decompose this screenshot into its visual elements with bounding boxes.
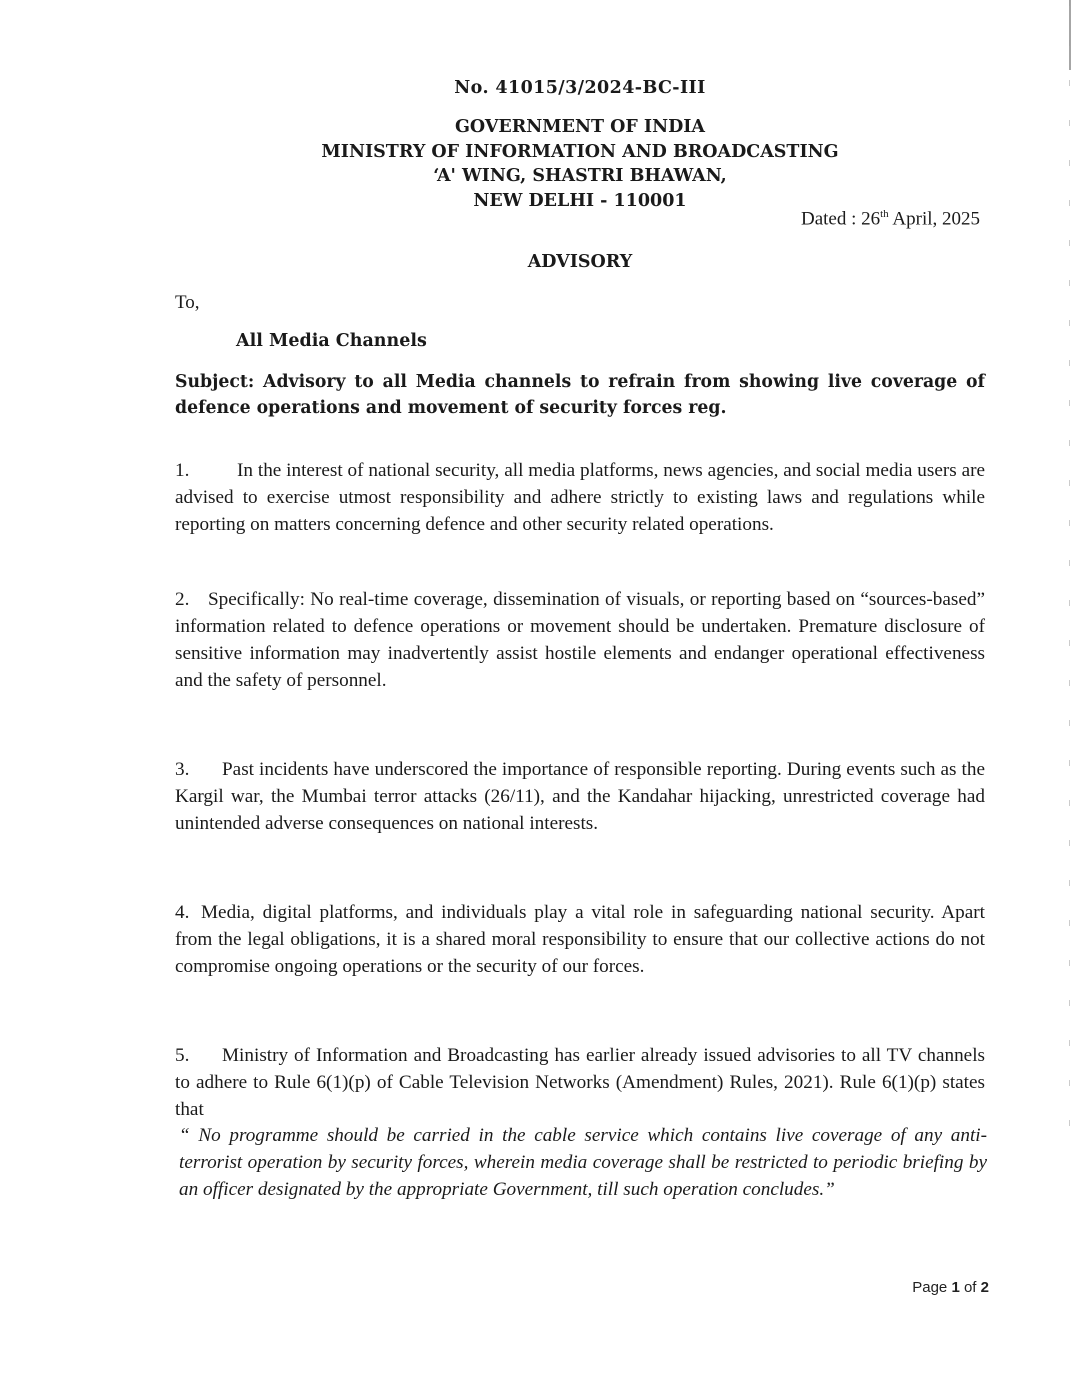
page-current: 1 <box>951 1279 960 1296</box>
page-number-footer <box>912 1279 989 1296</box>
paragraph-4 <box>175 899 985 980</box>
letterhead-ministry: MINISTRY OF INFORMATION AND BROADCASTING <box>321 141 839 162</box>
paragraph-5 <box>175 1042 985 1123</box>
salutation: To, <box>175 292 200 313</box>
quoted-rule: “ No programme should be carried in the cable service which contains live coverage of any anti-terrorist operation by security forces, wherein media coverage shall be restricted to periodic briefing by an officer designated by the appropriate Government, till such operation concludes.” <box>179 1125 987 1200</box>
page-total: 2 <box>980 1279 989 1296</box>
letterhead-government: GOVERNMENT OF INDIA <box>454 117 706 137</box>
date-label: Dated : 26 <box>800 208 881 230</box>
subject-line: Subject: Advisory to all Media channels to refrain from showing live coverage of defence operations and movement of security forces reg. <box>175 372 985 418</box>
paragraph-number: 2. <box>175 589 190 610</box>
paragraph-number: 5. <box>175 1045 190 1066</box>
reference-number: No. 41015/3/2024-BC-III <box>454 78 706 98</box>
paragraph-number: 4. <box>175 902 190 923</box>
paragraph-number: 1. <box>175 460 190 481</box>
document-title: ADVISORY <box>527 252 633 272</box>
date-rest: April, 2025 <box>888 208 980 230</box>
paragraph-text: Media, digital platforms, and individuals play a vital role in safeguarding national security. Apart from the legal obligations, it is a shared moral responsibility to ensure that our collective actions do not compromise ongoing operations or the security of our forces. <box>175 902 985 977</box>
date-suffix: th <box>880 208 889 220</box>
paragraph-text: Ministry of Information and Broadcasting has earlier already issued advisories to all TV channels to adhere to Rule 6(1)(p) of Cable Television Networks (Amendment) Rules, 2021). Rule 6(1)(p) states that <box>175 1045 985 1120</box>
letterhead-city: NEW DELHI - 110001 <box>473 190 687 211</box>
paragraph-text: Past incidents have underscored the importance of responsible reporting. During events such as the Kargil war, the Mumbai terror attacks (26/11), and the Kandahar hijacking, unrestricted coverage had unintended adverse consequences on national interests. <box>175 759 985 834</box>
paragraph-2 <box>175 586 985 694</box>
letterhead <box>0 115 1080 213</box>
paragraph-text: In the interest of national security, all media platforms, news agencies, and social media users are advised to exercise utmost responsibility and adhere strictly to existing laws and regulations while reporting on matters concerning defence and other security related operations. <box>175 460 985 535</box>
paragraph-1 <box>175 457 985 538</box>
document-date <box>801 208 980 230</box>
page-word: Page <box>912 1279 948 1296</box>
recipient: All Media Channels <box>236 331 427 351</box>
paragraph-number: 3. <box>175 759 190 780</box>
paragraph-3 <box>175 756 985 837</box>
letterhead-address: ‘A' WING, SHASTRI BHAWAN, <box>433 166 727 186</box>
of-word: of <box>963 1279 977 1296</box>
paragraph-text: Specifically: No real-time coverage, dissemination of visuals, or reporting based on “sources-based” information related to defence operations or movement should be undertaken. Premature disclosure of sensitive information may inadvertently assist hostile elements and endanger operational effectiveness and the safety of personnel. <box>175 589 985 691</box>
